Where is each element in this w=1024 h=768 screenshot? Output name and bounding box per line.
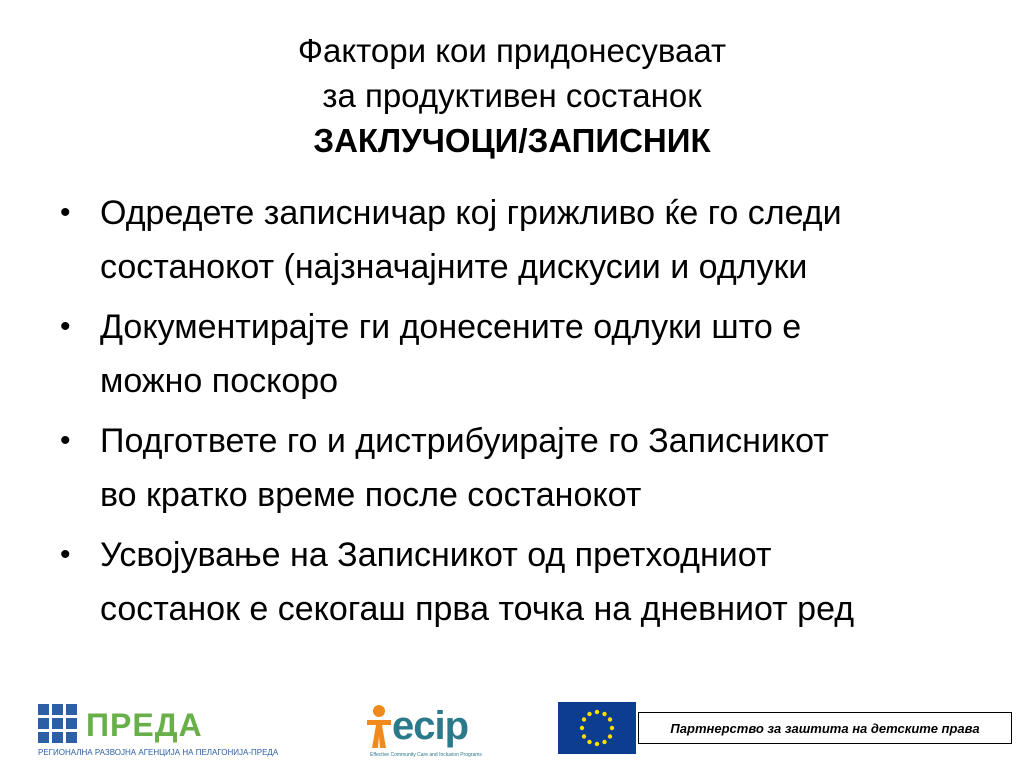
- bullet-list: [56, 186, 986, 642]
- bullet-item: [56, 414, 986, 522]
- title-line-1: Фактори кои придонесуваат: [297, 32, 727, 69]
- bullet-dot-icon: •: [60, 310, 71, 343]
- bullet-dot-icon: •: [60, 424, 71, 457]
- partnership-caption: [638, 712, 1012, 744]
- preda-logo-subtitle: РЕГИОНАЛНА РАЗВОЈНА АГЕНЦИЈА НА ПЕЛАГОНИЈА-ПРЕДА: [38, 748, 279, 757]
- bullet-line: Документирајте ги донесените одлуки што е: [100, 308, 802, 346]
- person-figure-icon: [366, 704, 392, 750]
- bullet-dot-icon: •: [60, 538, 71, 571]
- bullet-item: [56, 186, 986, 294]
- preda-grid-icon: [38, 704, 78, 744]
- bullet-item: [56, 300, 986, 408]
- footer-logos: [0, 698, 1024, 768]
- bullet-item: [56, 528, 986, 636]
- bullet-line: можно поскоро: [100, 362, 339, 400]
- bullet-line: во кратко време после состанокот: [100, 476, 642, 514]
- bullet-line: состанокот (најзначајните дискусии и одлуки: [100, 248, 808, 286]
- preda-logo-name: ПРЕДА: [86, 707, 203, 743]
- title-line-3: ЗАКЛУЧОЦИ/ЗАПИСНИК: [313, 122, 711, 159]
- bullet-line: состанок е секогаш прва точка на дневниот ред: [100, 590, 855, 628]
- preda-logo: [38, 704, 279, 760]
- partnership-text: Партнерство за заштита на детските права: [670, 720, 980, 736]
- slide-title: [0, 28, 1024, 163]
- bullet-line: Одредете записничар кој грижливо ќе го следи: [100, 194, 842, 232]
- ecip-logo-tagline: Effective Community Care and Inclusion Programs: [370, 752, 482, 758]
- bullet-line: Усвојување на Записникот од претходниот: [100, 536, 772, 574]
- eu-flag-icon: [558, 702, 636, 754]
- ecip-logo: [366, 702, 491, 762]
- bullet-dot-icon: •: [60, 196, 71, 229]
- ecip-logo-name: ecip: [392, 704, 469, 748]
- title-line-2: за продуктивен состанок: [322, 77, 702, 114]
- bullet-line: Подгответе го и дистрибуирајте го Записникот: [100, 422, 829, 460]
